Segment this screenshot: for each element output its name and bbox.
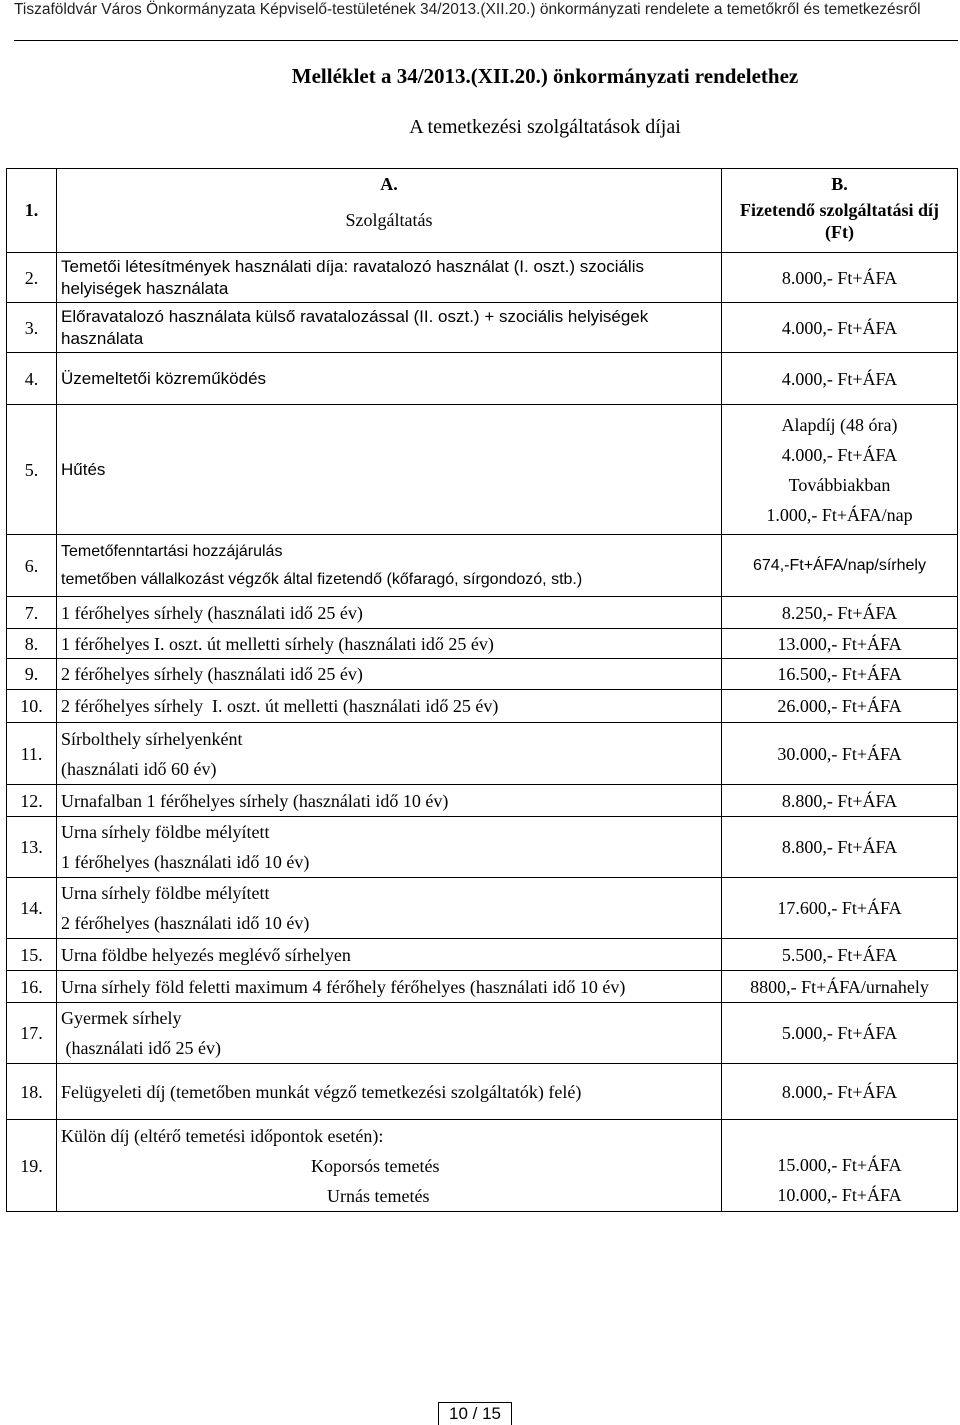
fee-line: 1.000,- Ft+ÁFA/nap bbox=[766, 504, 913, 525]
service-line: Sírbolthely sírhelyenként bbox=[61, 728, 243, 749]
column-b-header bbox=[722, 169, 958, 253]
table-row bbox=[7, 303, 958, 353]
service-cell bbox=[57, 1003, 722, 1064]
table-row bbox=[7, 723, 958, 785]
service-cell bbox=[57, 1120, 722, 1212]
document-subtitle: A temetkezési szolgáltatások díjai bbox=[409, 116, 681, 138]
table-row bbox=[7, 1064, 958, 1120]
service-cell: 2 férőhelyes sírhely (használati idő 25 év) bbox=[57, 659, 722, 690]
service-cell: Urna sírhely föld feletti maximum 4 férőhely férőhelyes (használati idő 10 év) bbox=[57, 971, 722, 1003]
service-cell: 2 férőhelyes sírhely I. oszt. út melletti (használati idő 25 év) bbox=[57, 690, 722, 723]
table-row bbox=[7, 629, 958, 659]
row-number: 3. bbox=[7, 303, 57, 353]
fee-cell: 4.000,- Ft+ÁFA bbox=[722, 353, 958, 405]
service-line: temetőben vállalkozást végzők által fizetendő (kőfaragó, sírgondozó, stb.) bbox=[61, 570, 583, 588]
service-cell: Felügyeleti díj (temetőben munkát végző temetkezési szolgáltatók) felé) bbox=[57, 1064, 722, 1120]
row-number: 13. bbox=[7, 817, 57, 878]
table-row bbox=[7, 690, 958, 723]
running-header: Tiszaföldvár Város Önkormányzata Képviselő-testületének 34/2013.(XII.20.) önkormányzati rendelete a temetőkről és temetkezésről bbox=[14, 1, 921, 18]
row-number: 4. bbox=[7, 353, 57, 405]
column-b-label: Fizetendő szolgáltatási díj (Ft) bbox=[740, 200, 939, 242]
fee-cell: 8.800,- Ft+ÁFA bbox=[722, 785, 958, 817]
fee-cell: 5.000,- Ft+ÁFA bbox=[722, 1003, 958, 1064]
service-line: Külön díj (eltérő temetési időpontok esetén): bbox=[61, 1125, 384, 1146]
fee-cell: 17.600,- Ft+ÁFA bbox=[722, 878, 958, 939]
table-row bbox=[7, 878, 958, 939]
service-line: Gyermek sírhely bbox=[61, 1008, 182, 1028]
row-number: 12. bbox=[7, 785, 57, 817]
service-cell: Temetői létesítmények használati díja: ravatalozó használat (I. oszt.) szociális helyiségek használata bbox=[57, 253, 722, 303]
service-line: (használati idő 25 év) bbox=[61, 1038, 221, 1058]
service-cell: Hűtés bbox=[57, 405, 722, 535]
service-line: Temetőfenntartási hozzájárulás bbox=[61, 542, 283, 560]
fee-cell: 13.000,- Ft+ÁFA bbox=[722, 629, 958, 659]
row-number: 7. bbox=[7, 597, 57, 629]
row-number: 9. bbox=[7, 659, 57, 690]
row-number: 19. bbox=[7, 1120, 57, 1212]
fee-cell: 26.000,- Ft+ÁFA bbox=[722, 690, 958, 723]
row-number: 5. bbox=[7, 405, 57, 535]
service-cell: Urnafalban 1 férőhelyes sírhely (használati idő 10 év) bbox=[57, 785, 722, 817]
table-row bbox=[7, 817, 958, 878]
fee-line: 4.000,- Ft+ÁFA bbox=[781, 444, 898, 465]
service-cell: Urna földbe helyezés meglévő sírhelyen bbox=[57, 939, 722, 971]
row-number: 8. bbox=[7, 629, 57, 659]
table-row bbox=[7, 659, 958, 690]
service-cell: 1 férőhelyes sírhely (használati idő 25 év) bbox=[57, 597, 722, 629]
service-cell: Előravatalozó használata külső ravatalozással (II. oszt.) + szociális helyiségek használata bbox=[57, 303, 722, 353]
fee-line: 15.000,- Ft+ÁFA bbox=[777, 1154, 902, 1175]
table-row bbox=[7, 535, 958, 597]
column-a-header bbox=[57, 169, 722, 253]
service-line: Koporsós temetés bbox=[311, 1155, 440, 1176]
table-row bbox=[7, 1003, 958, 1064]
table-row bbox=[7, 597, 958, 629]
fee-cell: 30.000,- Ft+ÁFA bbox=[722, 723, 958, 785]
fee-cell: 8.000,- Ft+ÁFA bbox=[722, 253, 958, 303]
table-row bbox=[7, 253, 958, 303]
fee-cell: 8800,- Ft+ÁFA/urnahely bbox=[722, 971, 958, 1003]
row-number: 1. bbox=[7, 169, 57, 253]
service-line: Urna sírhely földbe mélyített bbox=[61, 883, 270, 903]
service-line: Urna sírhely földbe mélyített bbox=[61, 822, 270, 842]
table-row bbox=[7, 1120, 958, 1212]
table-row bbox=[7, 405, 958, 535]
fee-line: Alapdíj (48 óra) bbox=[781, 414, 898, 435]
row-number: 15. bbox=[7, 939, 57, 971]
table-row bbox=[7, 971, 958, 1003]
service-line: Urnás temetés bbox=[327, 1185, 430, 1206]
row-number: 16. bbox=[7, 971, 57, 1003]
table-header-row bbox=[7, 169, 958, 253]
service-line: (használati idő 60 év) bbox=[61, 758, 217, 779]
fee-cell: 8.250,- Ft+ÁFA bbox=[722, 597, 958, 629]
fee-cell: 4.000,- Ft+ÁFA bbox=[722, 303, 958, 353]
fee-cell: 5.500,- Ft+ÁFA bbox=[722, 939, 958, 971]
service-cell bbox=[57, 535, 722, 597]
row-number: 6. bbox=[7, 535, 57, 597]
table-row bbox=[7, 353, 958, 405]
fee-line: Továbbiakban bbox=[788, 474, 891, 495]
header-divider bbox=[14, 40, 958, 41]
service-cell bbox=[57, 878, 722, 939]
page-number: 10 / 15 bbox=[438, 1402, 512, 1425]
service-cell: 1 férőhelyes I. oszt. út melletti sírhely (használati idő 25 év) bbox=[57, 629, 722, 659]
row-number: 11. bbox=[7, 723, 57, 785]
row-number: 2. bbox=[7, 253, 57, 303]
table-row bbox=[7, 939, 958, 971]
column-b-letter: B. bbox=[831, 174, 848, 194]
service-cell bbox=[57, 817, 722, 878]
row-number: 14. bbox=[7, 878, 57, 939]
service-line: 2 férőhelyes (használati idő 10 év) bbox=[61, 913, 310, 933]
row-number: 17. bbox=[7, 1003, 57, 1064]
column-a-letter: A. bbox=[380, 174, 398, 194]
column-a-label: Szolgáltatás bbox=[345, 210, 433, 230]
fee-cell bbox=[722, 405, 958, 535]
fee-table bbox=[6, 168, 958, 1212]
annex-title: Melléklet a 34/2013.(XII.20.) önkormányzati rendelethez bbox=[291, 64, 799, 88]
fee-cell: 8.000,- Ft+ÁFA bbox=[722, 1064, 958, 1120]
fee-cell: 16.500,- Ft+ÁFA bbox=[722, 659, 958, 690]
fee-cell: 8.800,- Ft+ÁFA bbox=[722, 817, 958, 878]
table-row bbox=[7, 785, 958, 817]
fee-cell: 674,-Ft+ÁFA/nap/sírhely bbox=[722, 535, 958, 597]
service-cell: Üzemeltetői közreműködés bbox=[57, 353, 722, 405]
fee-line: 10.000,- Ft+ÁFA bbox=[777, 1184, 902, 1205]
row-number: 10. bbox=[7, 690, 57, 723]
fee-cell bbox=[722, 1120, 958, 1212]
row-number: 18. bbox=[7, 1064, 57, 1120]
service-cell bbox=[57, 723, 722, 785]
service-line: 1 férőhelyes (használati idő 10 év) bbox=[61, 852, 310, 872]
